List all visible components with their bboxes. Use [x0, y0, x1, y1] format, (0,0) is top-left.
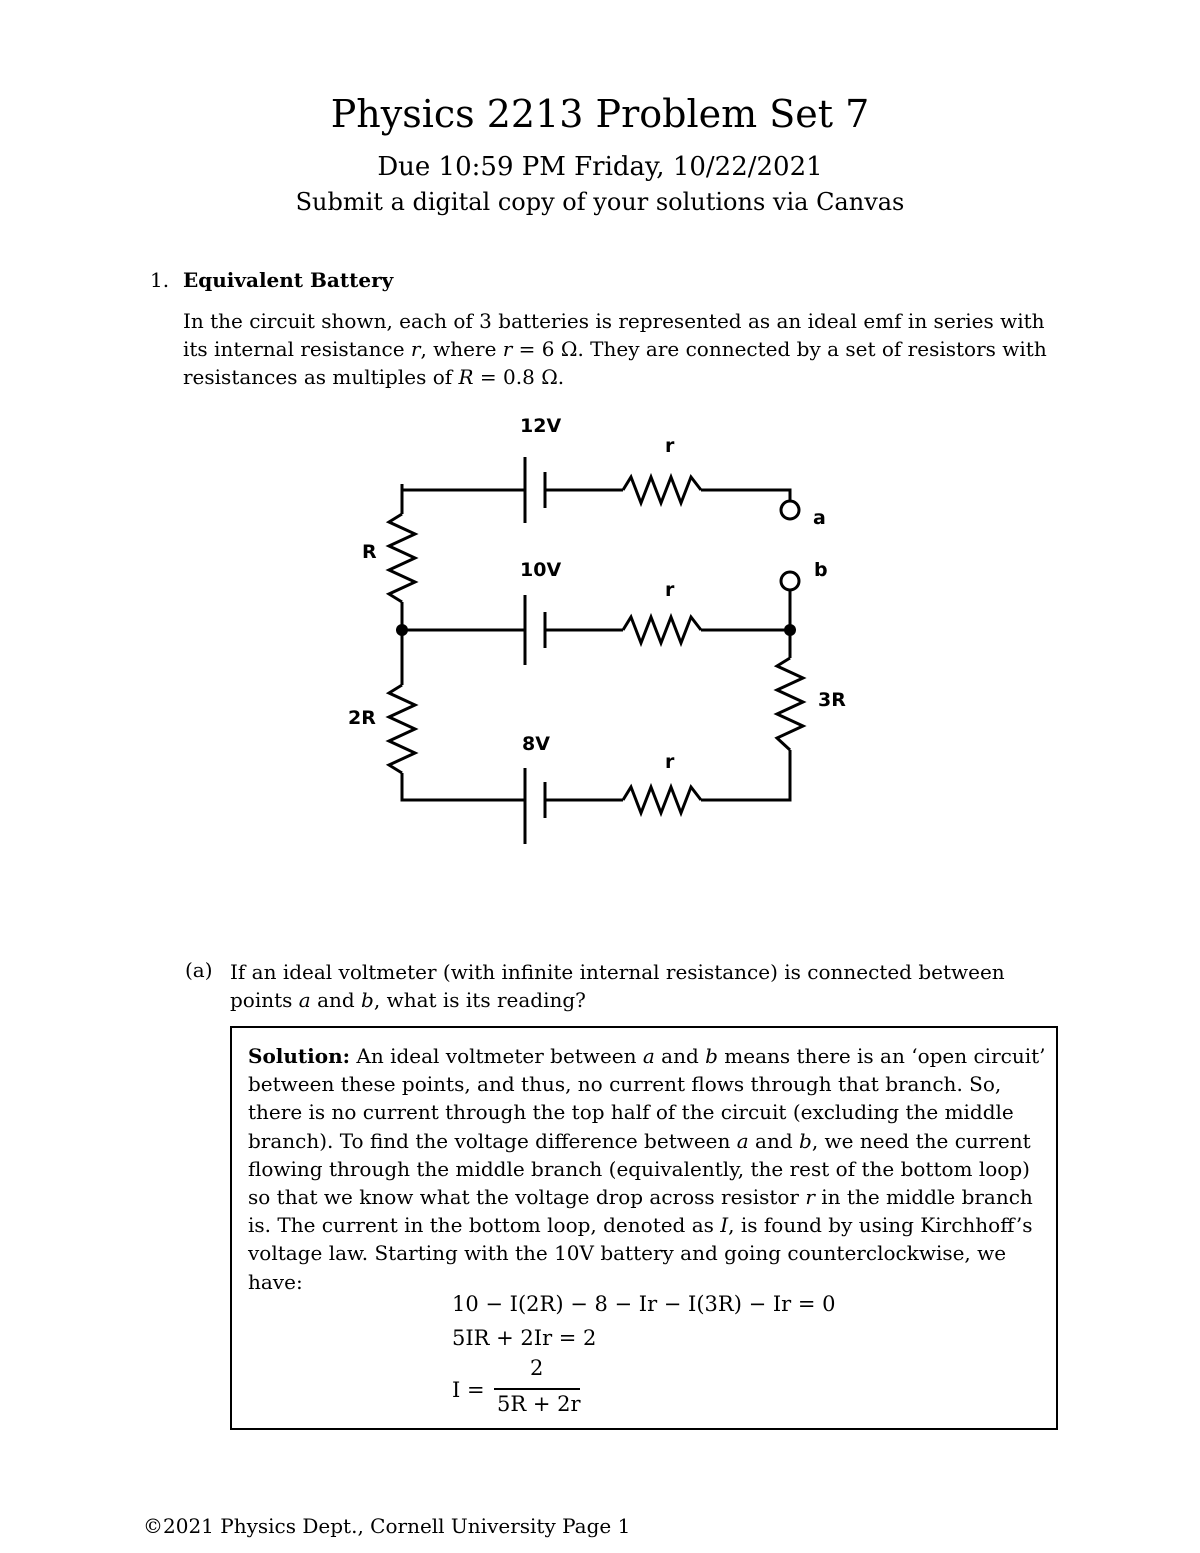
- terminal-a-label: a: [813, 507, 826, 529]
- junction-left: [396, 624, 408, 636]
- terminal-b-node: [781, 572, 799, 590]
- equation-current-numerator: 2: [530, 1356, 544, 1380]
- resistor-top-label: r: [665, 435, 675, 457]
- junction-right: [784, 624, 796, 636]
- battery-mid-label: 10V: [520, 559, 562, 581]
- circuit-diagram: [340, 410, 860, 860]
- resistor-2R-label: 2R: [348, 707, 376, 729]
- part-a-question: If an ideal voltmeter (with infinite internal resistance) is connected between points a and b, what is its reading?: [230, 960, 1005, 1012]
- part-a-label: (a): [185, 958, 213, 982]
- resistor-right-3R: [777, 658, 803, 750]
- page-title: Physics 2213 Problem Set 7: [330, 92, 870, 136]
- solution-label: Solution:: [248, 1044, 351, 1068]
- problem-description: In the circuit shown, each of 3 batteries is represented as an ideal emf in series with its internal resistance r, where r = 6 Ω. They are connected by a set of resistors with resistances as multiples of R = 0.8 Ω.: [183, 309, 1047, 389]
- problem-title: Equivalent Battery: [183, 268, 394, 292]
- equation-current-denominator: 5R + 2r: [497, 1392, 581, 1416]
- top-left-wire: [402, 484, 525, 490]
- resistor-mid-label: r: [665, 579, 675, 601]
- battery-bot-label: 8V: [522, 733, 550, 755]
- due-date: Due 10:59 PM Friday, 10/22/2021: [377, 152, 823, 182]
- submission-note: Submit a digital copy of your solutions via Canvas: [295, 188, 905, 216]
- fraction-bar: [494, 1388, 580, 1390]
- equation-kvl: 10 − I(2R) − 8 − Ir − I(3R) − Ir = 0: [452, 1292, 836, 1316]
- problem-number: 1.: [150, 268, 170, 292]
- resistor-mid-r: [623, 617, 701, 643]
- battery-top-label: 12V: [520, 415, 562, 437]
- resistor-bot-r: [623, 787, 701, 813]
- resistor-R-label: R: [362, 541, 377, 563]
- terminal-b-label: b: [814, 559, 828, 581]
- equation-simplified: 5IR + 2Ir = 2: [452, 1326, 597, 1350]
- resistor-left-2R: [389, 685, 415, 773]
- resistor-bot-label: r: [665, 751, 675, 773]
- terminal-a-node: [781, 501, 799, 519]
- resistor-top-r: [623, 477, 701, 503]
- equation-current-lhs: I =: [452, 1378, 485, 1402]
- solution-text: Solution: An ideal voltmeter between a and b means there is an ‘open circuit’ between these points, and thus, no current flows through that branch. So, there is no current through the top half of the circuit (excluding the middle branch). To find the voltage difference between a and b, we need the current flowing through the middle branch (equivalently, the rest of the bottom loop) so that we know what the voltage drop across resistor r in the middle branch is. The current in the bottom loop, denoted as I, is found by using Kirchhoff’s voltage law. Starting with the 10V battery and going counterclockwise, we have:: [248, 1044, 1046, 1294]
- resistor-left-R: [389, 514, 415, 602]
- page-footer: ©2021 Physics Dept., Cornell University Page 1: [143, 1514, 631, 1538]
- resistor-3R-label: 3R: [818, 689, 846, 711]
